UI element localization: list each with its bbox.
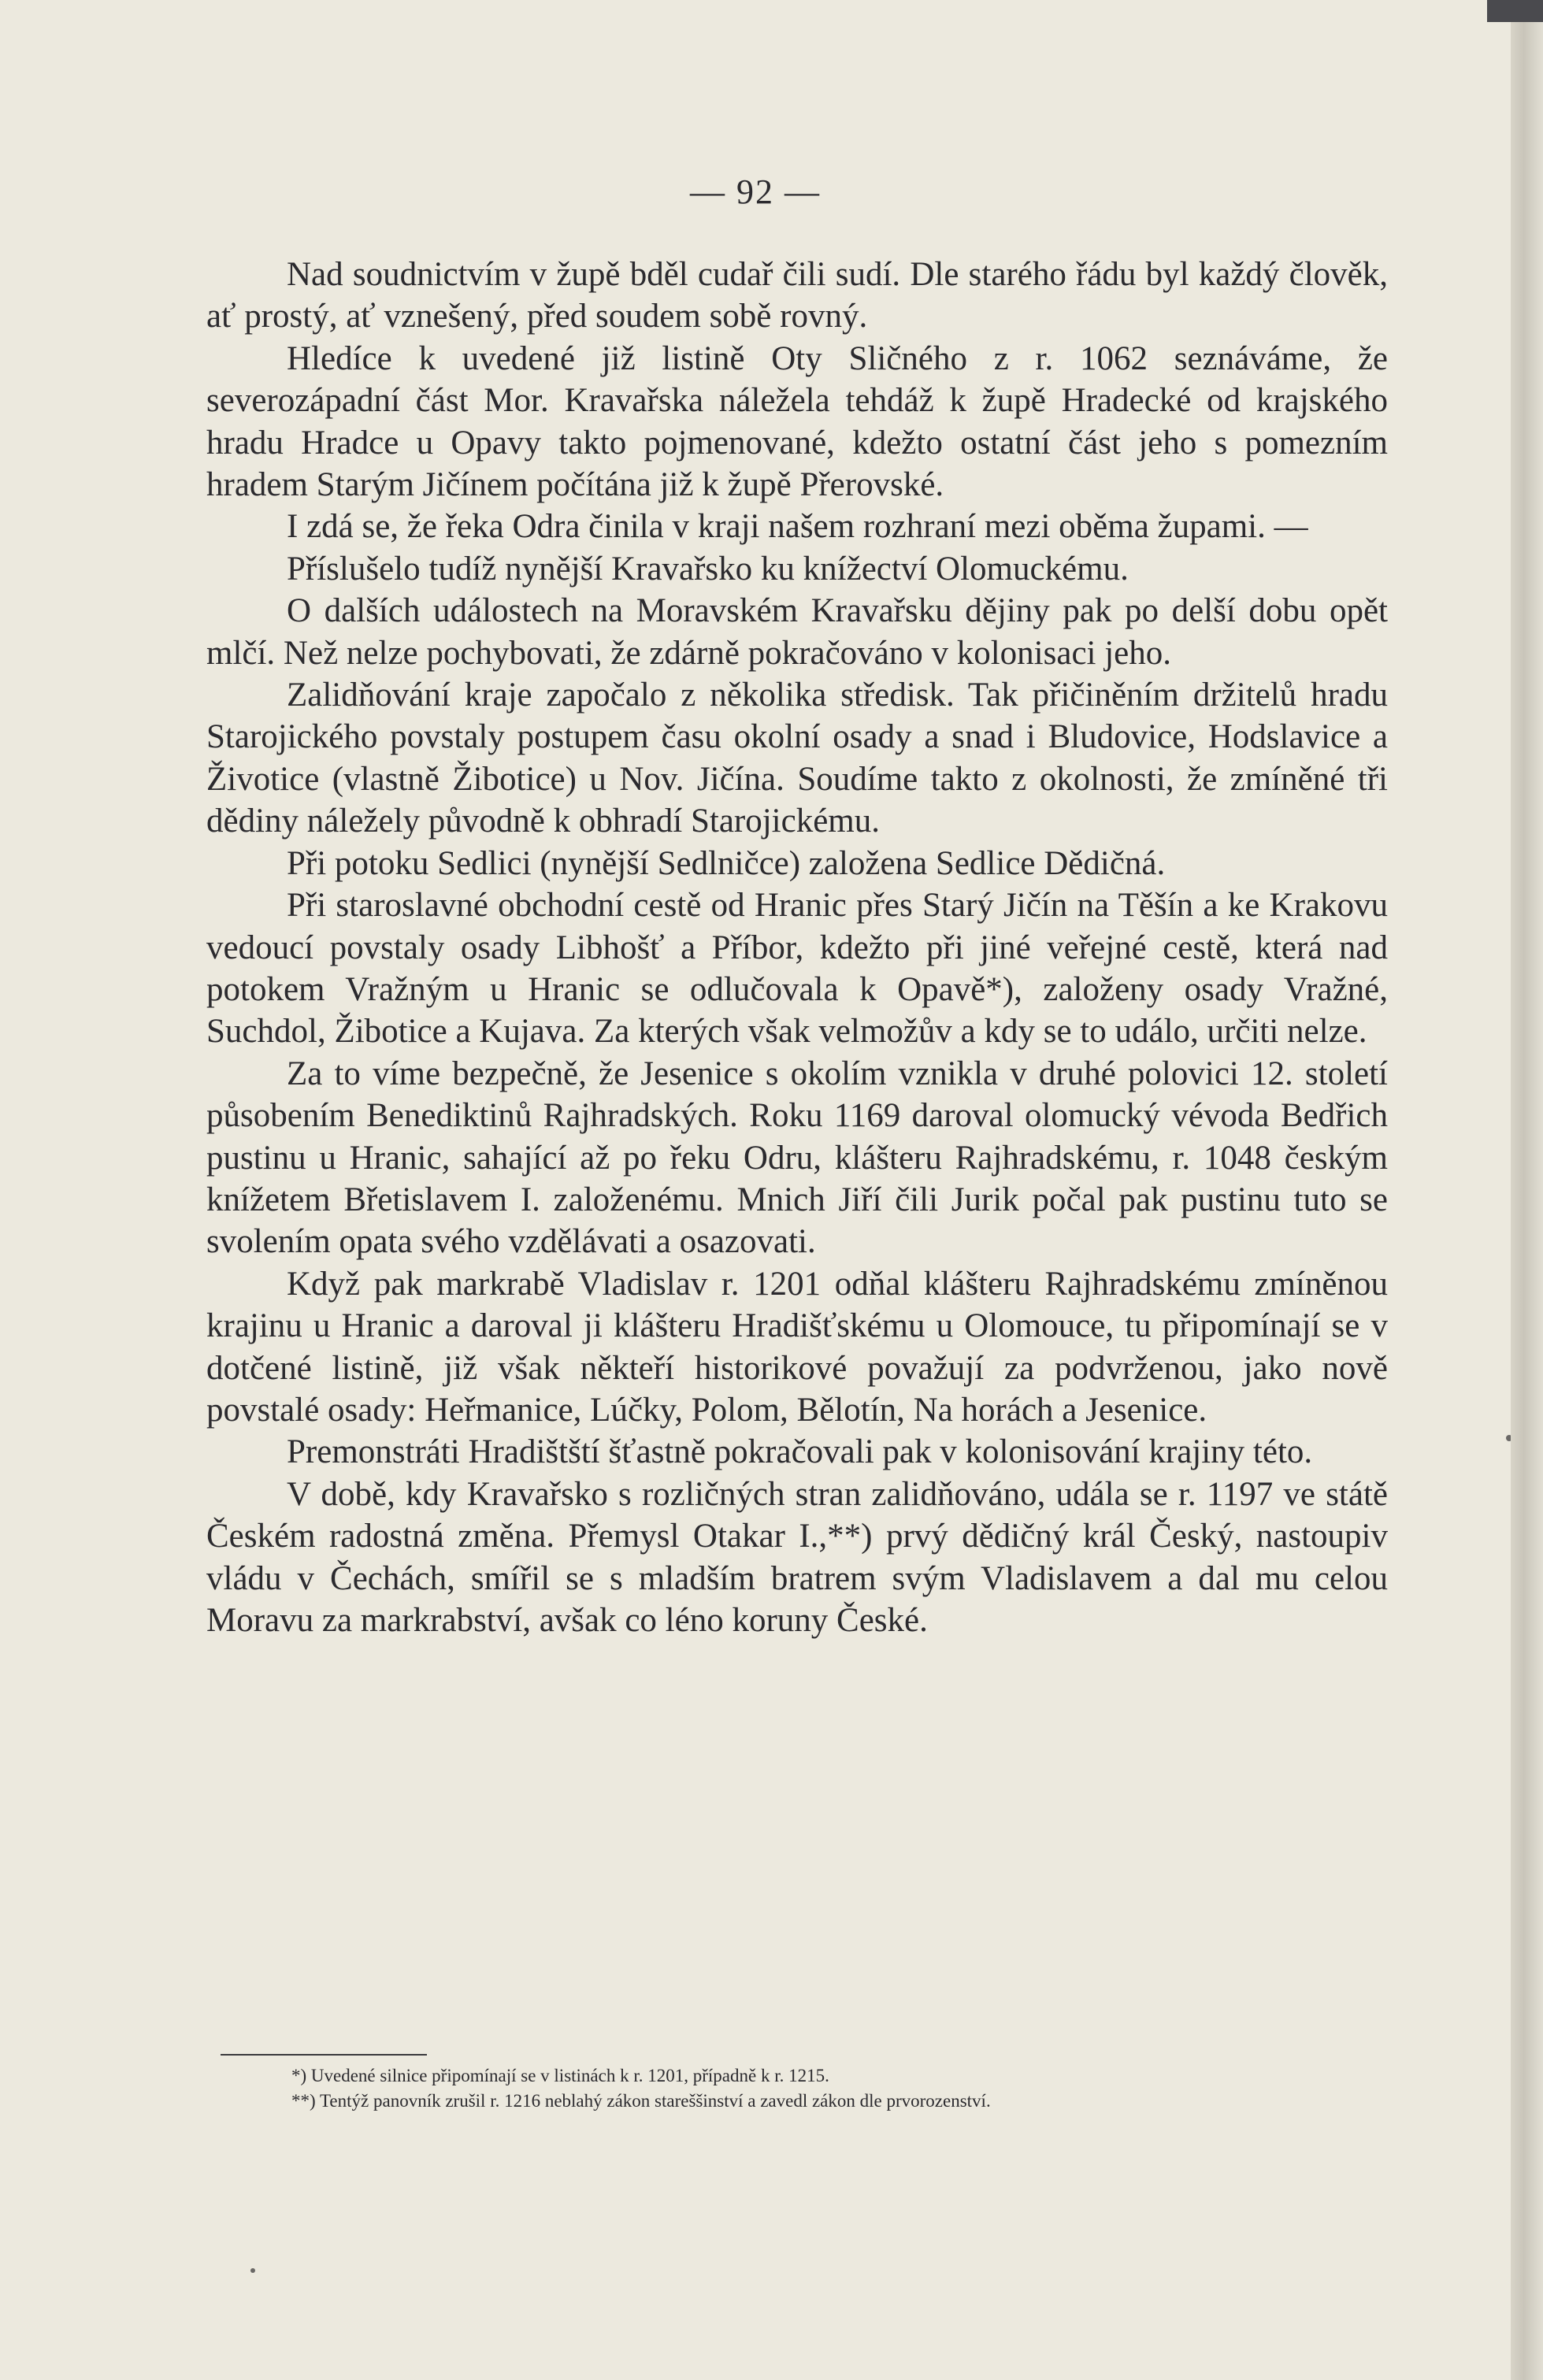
page-number: — 92 — [690,172,821,211]
paragraph-2: Hledíce k uvedené již listině Oty Sličného z r. 1062 seznáváme, že severozápadní část Mor. Kravařska náležela tehdáž k župě Hradecké od krajského hradu Hradce u Opavy takto pojmenované, kdežto ostatní část jeho s pomezním hradem Starým Jičínem počítána již k župě Přerovské. [206,339,1388,504]
paragraph-5: O dalších událostech na Moravském Kravařsku dějiny pak po delší dobu opět mlčí. Než nelze pochybovati, že zdárně pokračováno v kolonisaci jeho. [206,592,1388,672]
footnote-1: *) Uvedené silnice připomínají se v listinách k r. 1201, případně k r. 1215. [291,2066,829,2085]
footnote-divider [221,2054,427,2056]
paragraph-8: Při staroslavné obchodní cestě od Hranic přes Starý Jičín na Těšín a ke Krakovu vedoucí povstaly osady Libhošť a Příbor, kdežto při jiné veřejné cestě, která nad potokem Vražným u Hranic se odlučovala k Opavě*), založeny osady Vražné, Suchdol, Žibotice a Kujava. Za kterých však velmožův a kdy se to událo, určiti nelze. [206,887,1388,1051]
paragraph-6: Zalidňování kraje započalo z několika středisk. Tak přičiněním držitelů hradu Starojického povstaly postupem času okolní osady a snad i Bludovice, Hodslavice a Životice (vlastně Žibotice) u Nov. Jičína. Soudíme takto z okolnosti, že zmíněné tři dědiny náležely původně k obhradí Starojickému. [206,677,1388,840]
page-edge-tab [1487,0,1543,22]
paper-speck [250,2268,255,2273]
page-edge [1511,0,1543,2380]
footnotes [291,2063,1315,2114]
paragraph-7: Při potoku Sedlici (nynější Sedlničce) založena Sedlice Dědičná. [287,844,1166,882]
footnote-2: **) Tentýž panovník zrušil r. 1216 neblahý zákon stareššinství a zavedl zákon dle prvorozenství. [291,2091,991,2111]
body-text [206,254,1388,1641]
paragraph-9: Za to víme bezpečně, že Jesenice s okolím vznikla v druhé polovici 12. století působením Benediktinů Rajhradských. Roku 1169 daroval olomucký vévoda Bedřich pustinu u Hranic, sahající až po řeku Odru, klášteru Rajhradskému, r. 1048 českým knížetem Břetislavem I. založenému. Mnich Jiří čili Jurik počal pak pustinu tuto se svolením opata svého vzdělávati a osazovati. [206,1055,1388,1261]
paragraph-3: I zdá se, že řeka Odra činila v kraji našem rozhraní mezi oběma župami. — [287,508,1308,546]
paragraph-12: V době, kdy Kravařsko s rozličných stran zalidňováno, udála se r. 1197 ve státě Českém radostná změna. Přemysl Otakar I.,**) prvý dědičný král Český, nastoupiv vládu v Čechách, smířil se s mladším bratrem svým Vladislavem a dal mu celou Moravu za markrabství, avšak co léno koruny České. [206,1475,1388,1639]
paragraph-10: Když pak markrabě Vladislav r. 1201 odňal klášteru Rajhradskému zmíněnou krajinu u Hranic a daroval ji klášteru Hradišťskému u Olomouce, tu připomínají se v dotčené listině, již však někteří historikové považují za podvrženou, jako nově povstalé osady: Heřmanice, Lúčky, Polom, Bělotín, Na horách a Jesenice. [206,1265,1388,1429]
paragraph-4: Příslušelo tudíž nynější Kravařsko ku knížectví Olomuckému. [287,550,1129,588]
paragraph-1: Nad soudnictvím v župě bděl cudař čili sudí. Dle starého řádu byl každý člověk, ať prostý, ať vznešený, před soudem sobě rovný. [206,256,1388,335]
paragraph-11: Premonstráti Hradištští šťastně pokračovali pak v kolonisování krajiny této. [287,1433,1313,1471]
